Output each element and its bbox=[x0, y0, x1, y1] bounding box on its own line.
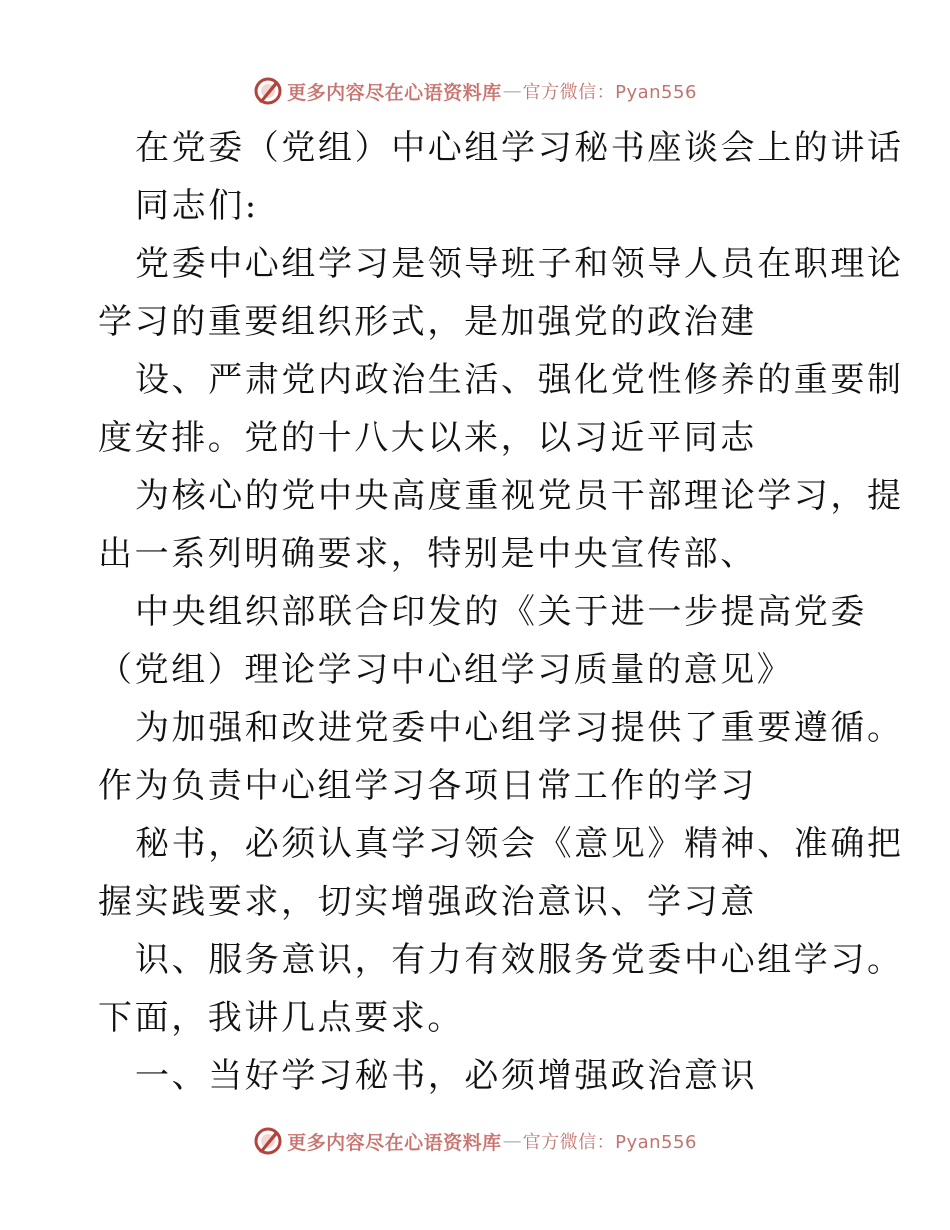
text-line: 识、服务意识，有力有效服务党委中心组学习。 bbox=[135, 940, 904, 980]
watermark-separator: — bbox=[502, 80, 522, 102]
text-line: 党委中心组学习是领导班子和领导人员在职理论 bbox=[135, 244, 904, 284]
salutation: 同志们: bbox=[135, 186, 259, 226]
text-line: （党组）理论学习中心组学习质量的意见》 bbox=[98, 650, 794, 690]
watermark-header bbox=[0, 74, 950, 108]
section-heading: 一、当好学习秘书，必须增强政治意识 bbox=[135, 1056, 758, 1096]
text-line: 握实践要求，切实增强政治意识、学习意 bbox=[98, 882, 757, 922]
text-line: 学习的重要组织形式，是加强党的政治建 bbox=[98, 302, 757, 342]
quill-logo-icon bbox=[253, 76, 283, 106]
text-line: 作为负责中心组学习各项日常工作的学习 bbox=[98, 766, 757, 806]
text-line: 中央组织部联合印发的《关于进一步提高党委 bbox=[135, 592, 867, 632]
watermark-site-text: 更多内容尽在心语资料库 bbox=[287, 81, 502, 104]
text-line: 下面，我讲几点要求。 bbox=[98, 998, 464, 1038]
text-line: 为核心的党中央高度重视党员干部理论学习，提 bbox=[135, 476, 904, 516]
watermark-contact-text: 官方微信：Pyan556 bbox=[522, 1132, 697, 1153]
watermark-footer bbox=[0, 1124, 950, 1158]
watermark-contact-text: 官方微信：Pyan556 bbox=[522, 82, 697, 103]
watermark-separator: — bbox=[502, 1130, 522, 1152]
text-line: 出一系列明确要求，特别是中央宣传部、 bbox=[98, 534, 757, 574]
quill-logo-icon bbox=[253, 1126, 283, 1156]
text-line: 设、严肃党内政治生活、强化党性修养的重要制 bbox=[135, 360, 904, 400]
watermark-site-text: 更多内容尽在心语资料库 bbox=[287, 1131, 502, 1154]
text-line: 为加强和改进党委中心组学习提供了重要遵循。 bbox=[135, 708, 904, 748]
document-title: 在党委（党组）中心组学习秘书座谈会上的讲话 bbox=[135, 128, 904, 168]
text-line: 度安排。党的十八大以来，以习近平同志 bbox=[98, 418, 757, 458]
text-line: 秘书，必须认真学习领会《意见》精神、准确把 bbox=[135, 824, 904, 864]
